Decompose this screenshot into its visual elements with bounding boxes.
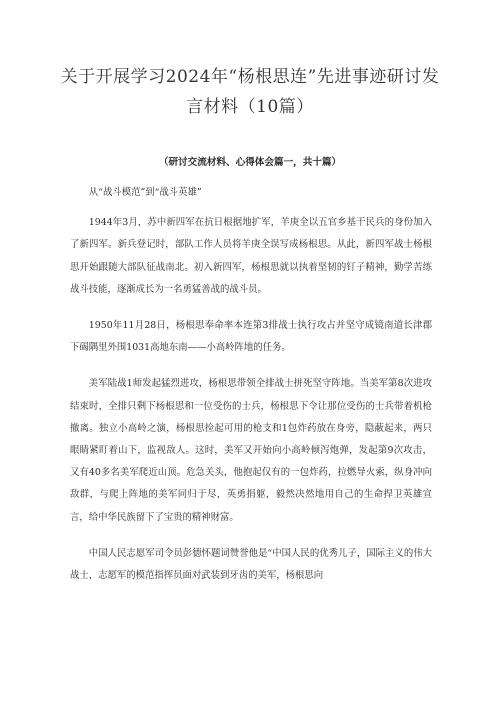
document-title: 关于开展学习2024年“杨根思连”先进事迹研讨发言材料（10篇） [60,67,440,117]
paragraph: 1950年11月28日，杨根思奉命率本连第3排战士执行攻占并坚守成镜南道长津郡下碣隅里外围1031高地东南——小高岭阵地的任务。 [70,320,432,354]
document-subtitle: （研讨交流材料、心得体会篇一，共十篇） [158,157,342,168]
document-body [70,182,432,601]
paragraph: 中国人民志愿军司令员彭德怀题词赞誉他是“中国人民的优秀儿子，国际主义的伟大战士，志愿军的模范指挥员面对武装到牙齿的美军，杨根思向 [70,547,432,582]
paragraph: 美军陆战1师发起猛烈进攻，杨根思带领全排战士拼死坚守阵地。当美军第8次进攻结束时，全排只剩下杨根思和一位受伤的士兵，杨根思下令让那位受伤的士兵带着机枪撤离。独立小高岭之演，杨根思捡起可用的枪支和1包炸药放在身旁，隐蔽起来，两只眼睛紧盯着山下，监视敌人。这时，美军又开始向小高岭倾泻炮弹，发起第9次攻击，又有40多名美军爬近山顶。危急关头，他抱起仅有的一包炸药，拉燃导火索，纵身冲向敌群，与爬上阵地的美军同归于尽，英勇捐躯，毅然决然地用自己的生命捍卫英雄宣言，给中华民族留下了宝贵的精神财富。 [70,378,432,523]
paragraph: 1944年3月，苏中新四军在抗日根据地扩军，羊庚全以五官乡基干民兵的身份加入了新四军。新兵登记时，部队工作人员将羊庚全误写成杨根思。从此，新四军战士杨根思开始跟随大部队征战南北。初入新四军，杨根思就以执着坚韧的钉子精神，勤学苦练战斗技能，逐渐成长为一名勇猛善战的战斗员。 [70,217,432,295]
paragraph-section-heading: 从“战斗模范”到“战斗英雄” [88,187,202,198]
